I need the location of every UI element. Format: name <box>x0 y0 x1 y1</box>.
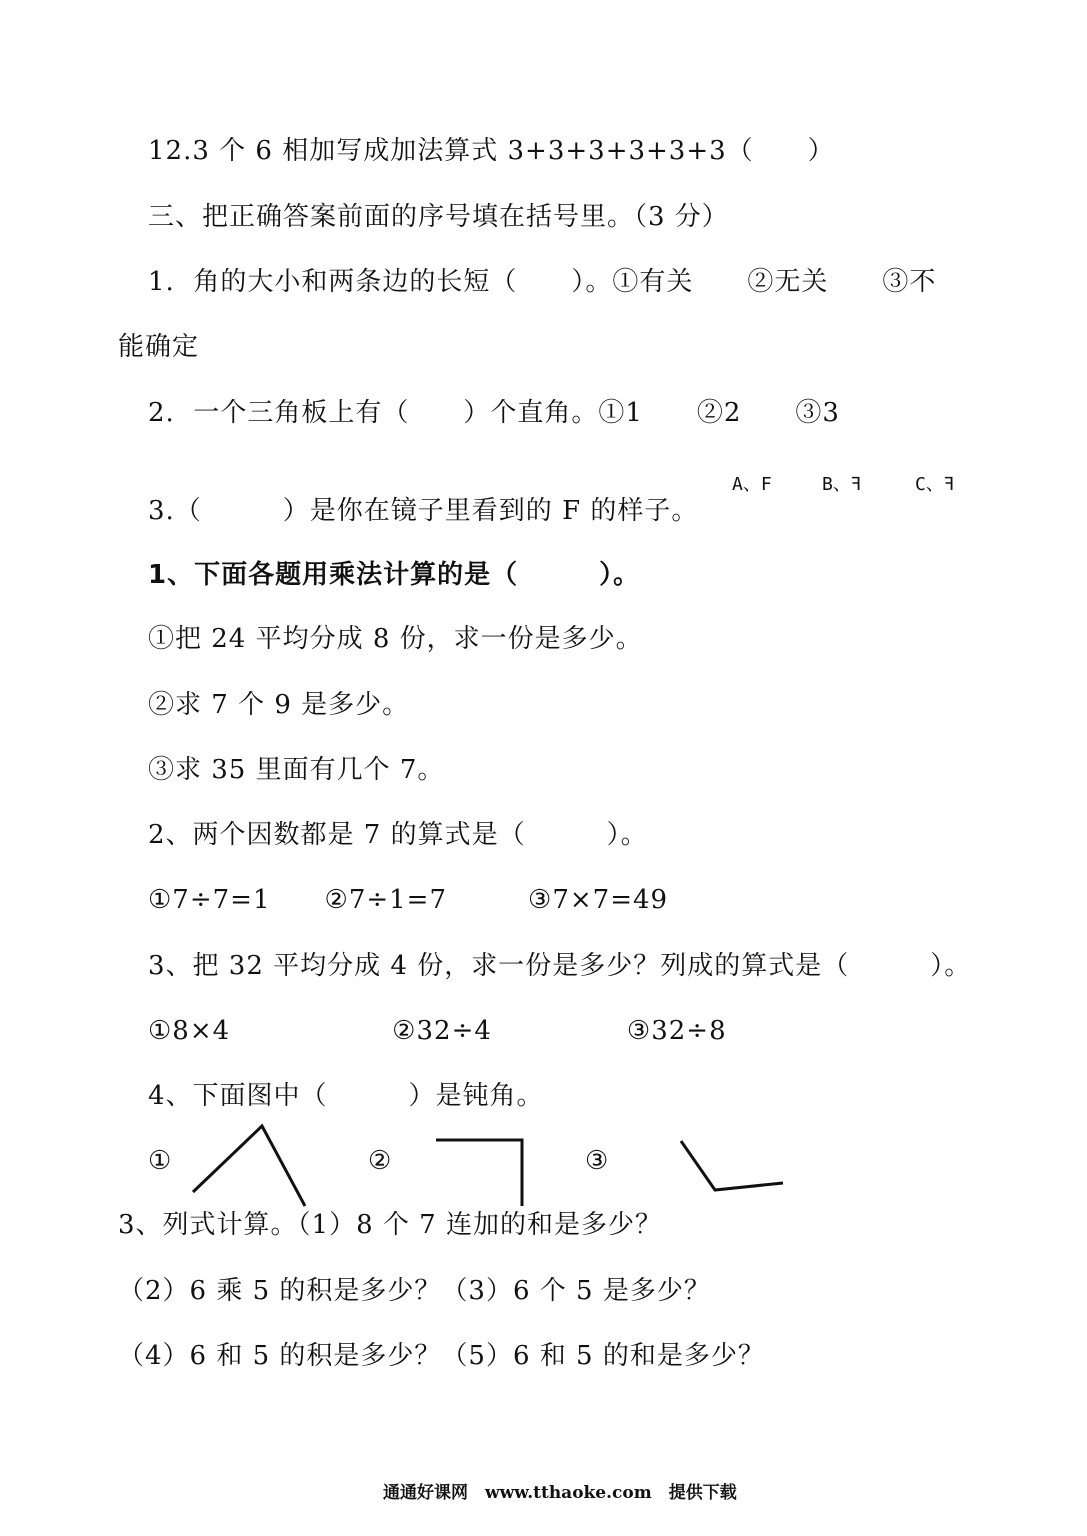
angle-figure-3 <box>675 1135 790 1195</box>
mult-q1-option-2: ②求 7 个 9 是多少。 <box>148 690 410 720</box>
mult-q1-option-1: ①把 24 平均分成 8 份，求一份是多少。 <box>148 624 643 654</box>
mult-q3-options: ①8×4 ②32÷4 ③32÷8 <box>148 1016 727 1046</box>
mult-question-1: 1、下面各题用乘法计算的是（ ）。 <box>148 560 641 590</box>
footer-credit: 通通好课网 www.tthaoke.com 提供下载 <box>383 1483 737 1503</box>
mult-q2-options: ①7÷7=1 ②7÷1=7 ③7×7=49 <box>148 885 669 915</box>
calc-line-2: （2）6 乘 5 的积是多少？（3）6 个 5 是多少？ <box>118 1276 711 1306</box>
calc-title: 3、列式计算。（1）8 个 7 连加的和是多少？ <box>118 1210 662 1240</box>
question-12: 12.3 个 6 相加写成加法算式 3+3+3+3+3+3（ ） <box>148 136 835 166</box>
angle-label-2: ② <box>368 1146 393 1176</box>
s3-question-1-continued: 能确定 <box>118 332 200 362</box>
angle-label-3: ③ <box>585 1146 610 1176</box>
angle-figure-2 <box>430 1134 530 1210</box>
mirror-option-b: B、ꟻ <box>822 474 862 495</box>
mult-question-3: 3、把 32 平均分成 4 份，求一份是多少？列成的算式是（ ）。 <box>148 951 972 981</box>
s3-question-2: 2. 一个三角板上有（ ）个直角。①1 ②2 ③3 <box>148 398 840 428</box>
angle-label-1: ① <box>148 1146 173 1176</box>
calc-line-3: （4）6 和 5 的积是多少？（5）6 和 5 的和是多少？ <box>118 1341 765 1371</box>
mirror-option-a: A、F <box>732 474 772 495</box>
mult-question-4: 4、下面图中（ ）是钝角。 <box>148 1081 544 1111</box>
section-3-title: 三、把正确答案前面的序号填在括号里。（3 分） <box>148 202 729 232</box>
mult-question-2: 2、两个因数都是 7 的算式是（ ）。 <box>148 820 648 850</box>
s3-question-3: 3.（ ）是你在镜子里看到的 F 的样子。 <box>148 496 699 526</box>
angle-figure-1 <box>185 1120 315 1212</box>
mirror-option-c: C、ꟻ <box>915 474 955 495</box>
s3-question-1: 1. 角的大小和两条边的长短（ ）。①有关 ②无关 ③不 <box>148 267 937 297</box>
mult-q1-option-3: ③求 35 里面有几个 7。 <box>148 755 445 785</box>
